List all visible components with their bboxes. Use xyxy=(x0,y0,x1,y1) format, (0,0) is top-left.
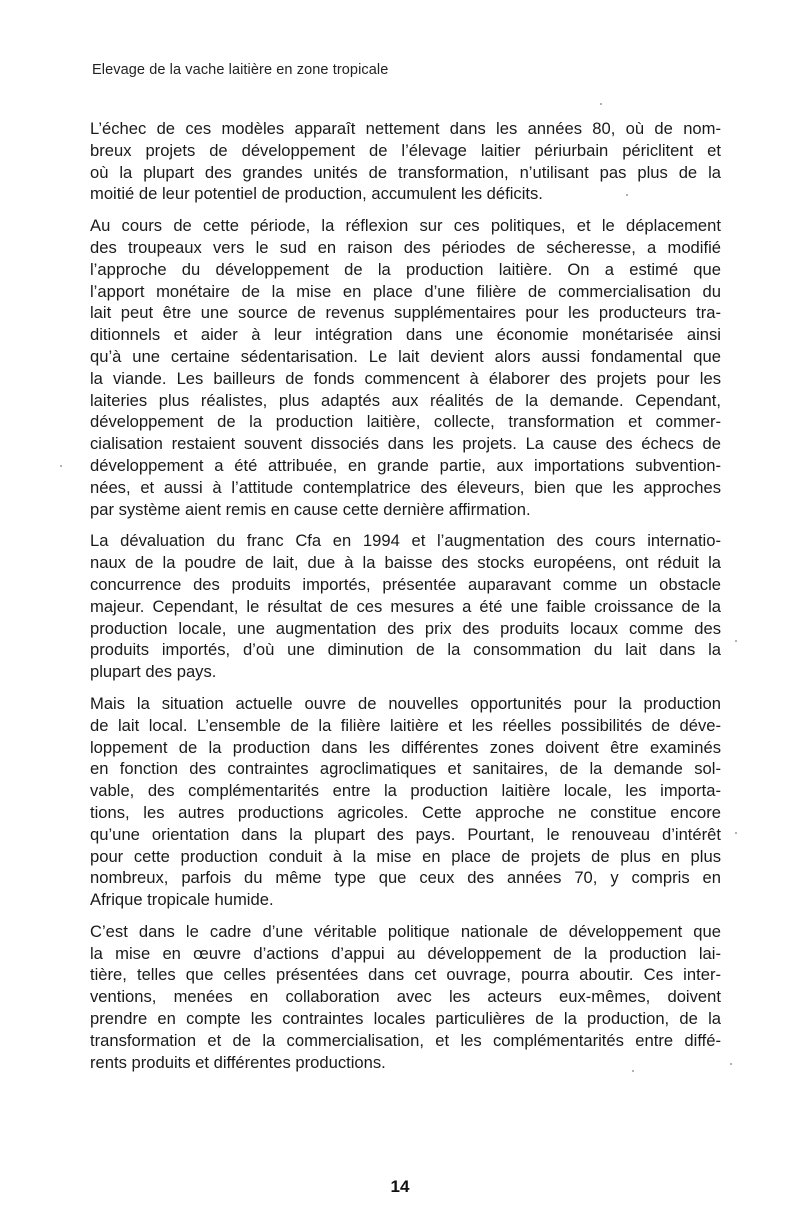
scan-speck xyxy=(730,1063,732,1065)
text-line: rents produits et différentes productions. xyxy=(90,1052,386,1072)
text-line: nombreux, parfois du même type que ceux des années 70, y compris en xyxy=(90,868,721,888)
page-number: 14 xyxy=(390,1177,410,1196)
text-line: plupart des pays. xyxy=(90,662,217,682)
text-line: la viande. Les bailleurs de fonds commencent à élaborer des projets pour les xyxy=(90,368,721,388)
scan-speck xyxy=(626,194,628,196)
text-line: pour cette production conduit à la mise en place de projets de plus en plus xyxy=(90,846,721,866)
text-line: nées, et aussi à l’attitude contemplatrice des éleveurs, bien que les approches xyxy=(90,477,721,497)
text-line: qu’à une certaine sédentarisation. Le lait devient alors aussi fondamental que xyxy=(90,346,721,366)
text-line: développement de la production laitière, collecte, transformation et commer- xyxy=(90,412,721,432)
text-line: La dévaluation du franc Cfa en 1994 et l’augmentation des cours internatio- xyxy=(90,531,721,551)
text-line: développement a été attribuée, en grande partie, aux importations subvention- xyxy=(90,455,721,475)
text-line: breux projets de développement de l’élevage laitier périurbain périclitent et xyxy=(90,140,721,160)
scan-speck xyxy=(632,1070,634,1072)
text-line: transformation et de la commercialisation, et les complémentarités entre diffé- xyxy=(90,1030,721,1050)
text-line: majeur. Cependant, le résultat de ces mesures a été une faible croissance de la xyxy=(90,596,721,616)
text-line: ventions, menées en collaboration avec les acteurs eux-mêmes, doivent xyxy=(90,987,721,1007)
text-line: l’apport monétaire de la mise en place d’une filière de commercialisation du xyxy=(90,281,721,301)
text-line: naux de la poudre de lait, due à la baisse des stocks européens, ont réduit la xyxy=(90,553,721,573)
paragraph-4 xyxy=(90,693,721,911)
scan-speck xyxy=(60,465,62,467)
scan-speck xyxy=(735,832,737,834)
running-header: Elevage de la vache laitière en zone tropicale xyxy=(92,62,389,78)
text-line: C’est dans le cadre d’une véritable politique nationale de développement que xyxy=(90,921,721,941)
text-line: Au cours de cette période, la réflexion sur ces politiques, et le déplacement xyxy=(90,216,721,236)
text-line: où la plupart des grandes unités de transformation, n’utilisant pas plus de la xyxy=(90,162,721,182)
text-line: cialisation restaient souvent dissociés dans les projets. La cause des échecs de xyxy=(90,434,721,454)
scan-speck xyxy=(600,103,602,105)
text-line: des troupeaux vers le sud en raison des périodes de sécheresse, a modifié xyxy=(90,237,721,257)
scan-speck xyxy=(735,640,737,642)
text-line: produits importés, d’où une diminution de la consommation du lait dans la xyxy=(90,640,721,660)
text-line: par système aient remis en cause cette dernière affirmation. xyxy=(90,499,531,519)
text-line: la mise en œuvre d’actions d’appui au développement de la production lai- xyxy=(90,943,721,963)
text-line: ditionnels et aider à leur intégration dans une économie monétarisée ainsi xyxy=(90,325,721,345)
paragraph-3 xyxy=(90,530,721,683)
text-line: l’approche du développement de la production laitière. On a estimé que xyxy=(90,259,721,279)
text-line: Mais la situation actuelle ouvre de nouvelles opportunités pour la production xyxy=(90,693,721,713)
text-line: loppement de la production dans les différentes zones doivent être examinés xyxy=(90,737,721,757)
text-line: lait peut être une source de revenus supplémentaires pour les producteurs tra- xyxy=(90,303,721,323)
text-line: laiteries plus réalistes, plus adaptés aux réalités de la demande. Cependant, xyxy=(90,390,721,410)
text-line: vable, des complémentarités entre la production laitière locale, les importa- xyxy=(90,781,721,801)
text-line: production locale, une augmentation des prix des produits locaux comme des xyxy=(90,618,721,638)
text-line: L’échec de ces modèles apparaît nettement dans les années 80, où de nom- xyxy=(90,119,721,138)
text-line: de lait local. L’ensemble de la filière laitière et les réelles possibilités de déve- xyxy=(90,715,721,735)
text-line: tions, les autres productions agricoles. Cette approche ne constitue encore xyxy=(90,802,721,822)
text-line: en fonction des contraintes agroclimatiques et sanitaires, de la demande sol- xyxy=(90,759,721,779)
text-line: prendre en compte les contraintes locales particulières de la production, de la xyxy=(90,1009,721,1029)
text-line: tière, telles que celles présentées dans cet ouvrage, pourra aboutir. Ces inter- xyxy=(90,965,721,985)
paragraph-5 xyxy=(90,921,721,1074)
paragraph-2 xyxy=(90,215,721,520)
text-line: qu’une orientation dans la plupart des pays. Pourtant, le renouveau d’intérêt xyxy=(90,824,721,844)
text-line: concurrence des produits importés, présentée auparavant comme un obstacle xyxy=(90,574,721,594)
paragraph-1 xyxy=(90,118,721,205)
body-text xyxy=(90,118,721,1083)
text-line: Afrique tropicale humide. xyxy=(90,890,274,910)
text-line: moitié de leur potentiel de production, accumulent les déficits. xyxy=(90,184,543,204)
